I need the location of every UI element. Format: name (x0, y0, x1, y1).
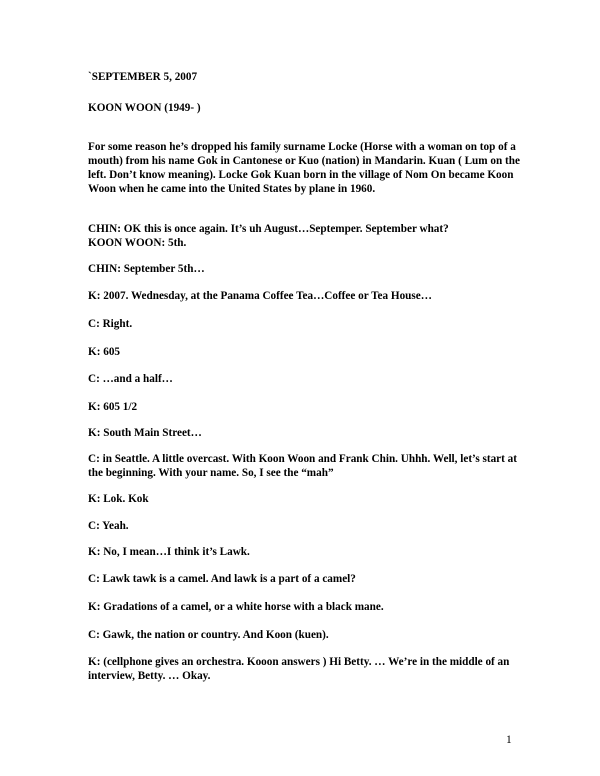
transcript-line: C: Lawk tawk is a camel. And lawk is a part of a camel? (88, 573, 356, 585)
transcript-line: CHIN: September 5th… (88, 263, 205, 275)
subject-heading: KOON WOON (1949- ) (88, 102, 201, 114)
transcript-line: C: Yeah. (88, 520, 129, 532)
transcript-line: C: Right. (88, 318, 133, 330)
transcript-line: K: No, I mean…I think it’s Lawk. (88, 546, 250, 558)
page-number: 1 (506, 734, 512, 746)
transcript-line: K: 605 1/2 (88, 401, 138, 413)
transcript-line: C: Gawk, the nation or country. And Koon (kuen). (88, 629, 329, 641)
intro-paragraph: For some reason he’s dropped his family surname Locke (Horse with a woman on top of a mouth) from his name Gok in Cantonese or Kuo (nation) in Mandarin. Kuan ( Lum on the left. Don’t know meaning). Locke Gok Kuan born in the village of Nom On became Koon Woon when he came into the United States by plane in 1960. (88, 141, 520, 195)
transcript-line: K: (cellphone gives an orchestra. Kooon answers ) Hi Betty. … We’re in the middle of an interview, Betty. … Okay. (88, 656, 510, 682)
transcript-line: K: Gradations of a camel, or a white horse with a black mane. (88, 601, 384, 613)
transcript-line: C: in Seattle. A little overcast. With Koon Woon and Frank Chin. Uhhh. Well, let’s start at the beginning. With your name. So, I see the “mah” (88, 453, 517, 479)
transcript-line: K: South Main Street… (88, 427, 202, 439)
transcript-line: C: …and a half… (88, 373, 173, 385)
transcript-line: K: Lok. Kok (88, 493, 149, 505)
transcript-line: CHIN: OK this is once again. It’s uh August…Septemper. September what? KOON WOON: 5th. (88, 223, 449, 249)
transcript-line: K: 605 (88, 346, 121, 358)
transcript-line: K: 2007. Wednesday, at the Panama Coffee Tea…Coffee or Tea House… (88, 290, 432, 302)
date-line: `SEPTEMBER 5, 2007 (88, 71, 198, 83)
